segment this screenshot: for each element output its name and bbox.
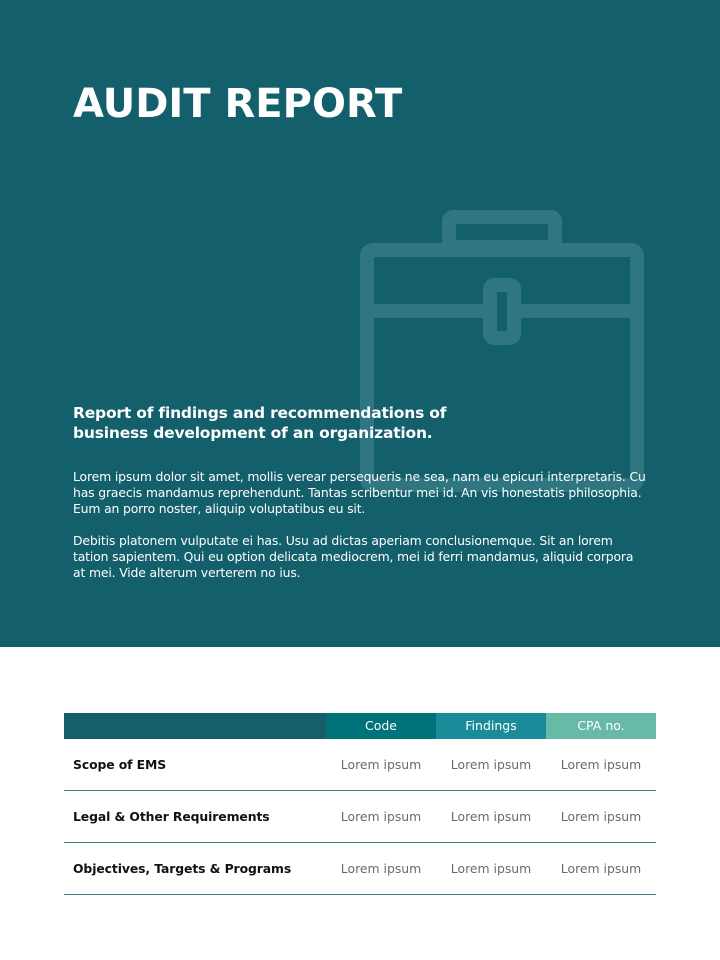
row-findings: Lorem ipsum [450,757,532,772]
header-cpa-no: CPA no. [546,713,656,739]
row-label: Legal & Other Requirements [73,809,270,824]
header-code: Code [326,713,436,739]
report-subtitle: Report of findings and recommendations of business development of an organization. [73,404,447,442]
header-findings: Findings [436,713,546,739]
row-code: Lorem ipsum [340,757,422,772]
table-row [64,843,656,895]
row-cpa: Lorem ipsum [560,757,642,772]
row-cpa: Lorem ipsum [560,809,642,824]
table-header [64,713,656,739]
row-cpa: Lorem ipsum [560,861,642,876]
row-findings: Lorem ipsum [450,861,532,876]
table-row [64,739,656,791]
intro-paragraph-1: Lorem ipsum dolor sit amet, mollis verear persequeris ne sea, nam eu epicuri interpretaris. Cu has graecis mandamus reprehendunt. Tantas scribentur mei id. An vis honestatis philosophia. Eum an porro noster, aliquip voluptatibus eu sit. [73,469,646,516]
briefcase-icon [355,205,650,500]
row-code: Lorem ipsum [340,809,422,824]
report-title: AUDIT REPORT [73,81,403,127]
audit-findings-table [64,713,656,895]
table-row [64,791,656,843]
row-findings: Lorem ipsum [450,809,532,824]
intro-paragraph-2: Debitis platonem vulputate ei has. Usu ad dictas aperiam conclusionemque. Sit an lorem tation sapientem. Qui eu option delicata mediocrem, mei id ferri mandamus, aliquid corpora at mei. Vide alterum verterem no ius. [73,533,634,580]
row-label: Scope of EMS [73,757,167,772]
row-code: Lorem ipsum [340,861,422,876]
header-label-column [64,713,326,739]
row-label: Objectives, Targets & Programs [73,861,292,876]
